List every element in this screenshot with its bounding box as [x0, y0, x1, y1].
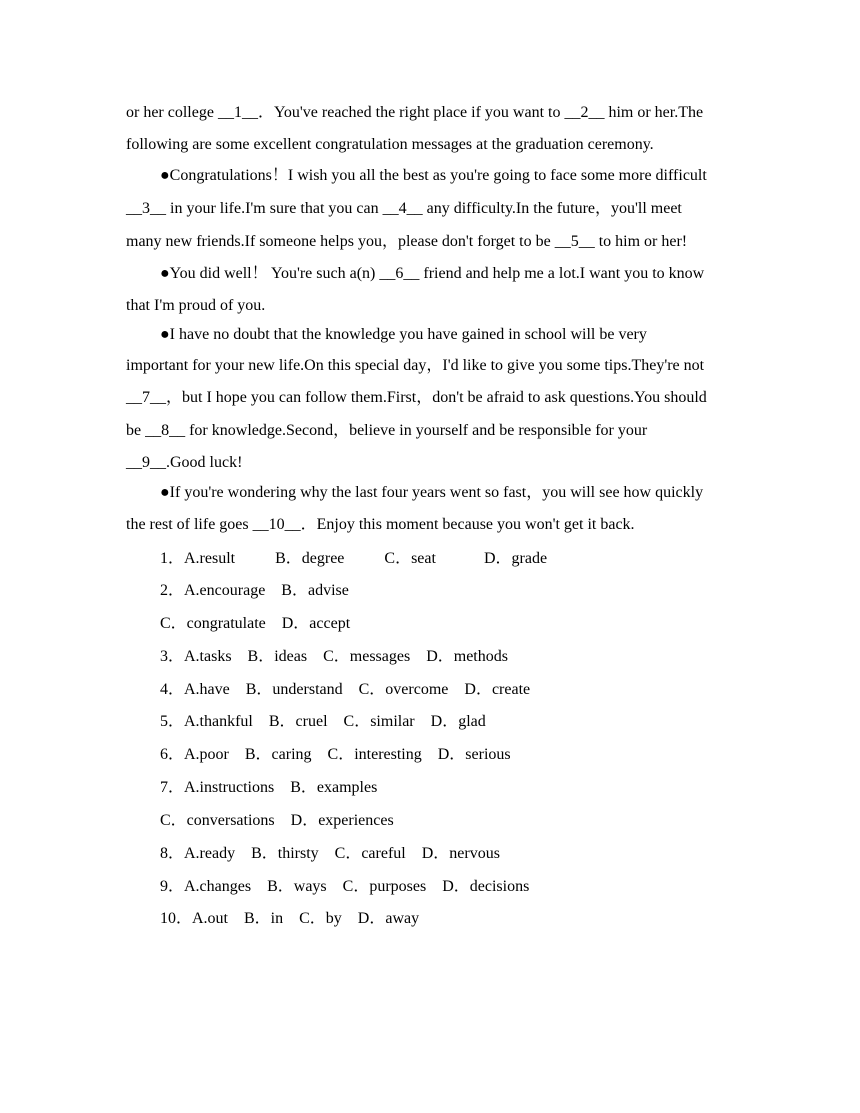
option-line-q8: 8．A.ready B．thirsty C．careful D．nervous [160, 845, 500, 862]
option-line-q10: 10．A.out B．in C．by D．away [160, 910, 420, 927]
passage-line: __7__，but I hope you can follow them.First，don't be afraid to ask questions.You should [126, 389, 707, 406]
option-line-q6: 6．A.poor B．caring C．interesting D．serious [160, 746, 511, 763]
option-line-q7: 7．A.instructions B．examples [160, 779, 378, 796]
passage-paragraph-start: ●You did well！ You're such a(n) __6__ friend and help me a lot.I want you to know [160, 265, 705, 282]
passage-line: many new friends.If someone helps you，please don't forget to be __5__ to him or her! [126, 233, 688, 250]
passage-line: __3__ in your life.I'm sure that you can __4__ any difficulty.In the future，you'll meet [126, 200, 682, 217]
passage-line: be __8__ for knowledge.Second，believe in yourself and be responsible for your [126, 422, 648, 439]
passage-line: __9__.Good luck! [126, 454, 243, 471]
passage-paragraph-start: ●If you're wondering why the last four years went so fast，you will see how quickly [160, 484, 704, 501]
option-line-q2-cont: C．congratulate D．accept [160, 615, 351, 632]
passage-line: following are some excellent congratulation messages at the graduation ceremony. [126, 136, 654, 153]
passage-line: the rest of life goes __10__．Enjoy this moment because you won't get it back. [126, 516, 635, 533]
passage-line: that I'm proud of you. [126, 297, 266, 314]
option-line-q7-cont: C．conversations D．experiences [160, 812, 394, 829]
option-line-q9: 9．A.changes B．ways C．purposes D．decisions [160, 878, 530, 895]
option-line-q4: 4．A.have B．understand C．overcome D．create [160, 681, 531, 698]
passage-paragraph-start: ●Congratulations！I wish you all the best as you're going to face some more difficult [160, 167, 707, 184]
option-line-q1: 1．A.result B．degree C．seat D．grade [160, 550, 548, 567]
passage-paragraph-start: ●I have no doubt that the knowledge you have gained in school will be very [160, 326, 647, 343]
passage-line: or her college __1__．You've reached the right place if you want to __2__ him or her.The [126, 104, 704, 121]
passage-line: important for your new life.On this special day，I'd like to give you some tips.They're not [126, 357, 705, 374]
option-line-q2: 2．A.encourage B．advise [160, 582, 349, 599]
option-line-q5: 5．A.thankful B．cruel C．similar D．glad [160, 713, 486, 730]
option-line-q3: 3．A.tasks B．ideas C．messages D．methods [160, 648, 508, 665]
